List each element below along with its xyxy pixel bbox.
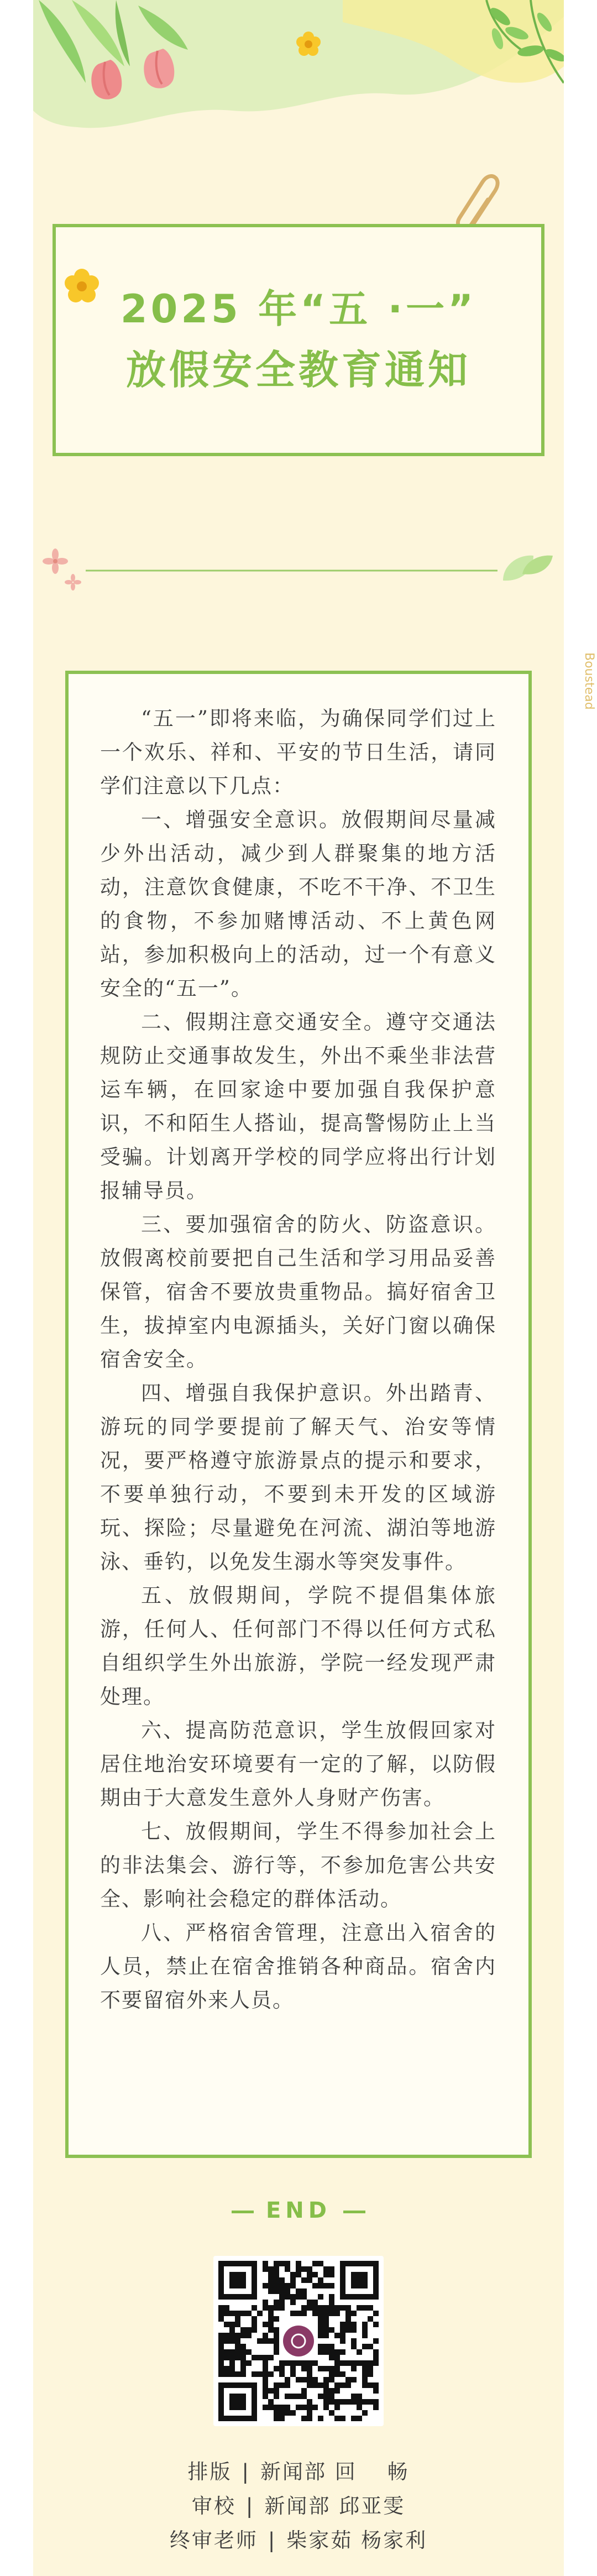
credit-row-layout: 排版 | 新闻部 回 畅 [187, 2460, 410, 2484]
credit-name: 新闻部 邱亚雯 [264, 2494, 406, 2518]
credits [0, 2455, 597, 2558]
credit-role: 审校 [191, 2494, 236, 2518]
item-7-paragraph: 七、放假期间，学生不得参加社会上的非法集会、游行等，不参加危害公共安全、影响社会稳定的群体活动。 [100, 1820, 496, 1911]
notice-card [65, 671, 532, 2158]
header-decoration [33, 0, 564, 144]
credit-role: 排版 [187, 2460, 232, 2484]
end-dash-left [232, 2211, 254, 2213]
qr-logo-icon [283, 2326, 314, 2356]
credit-name: 柴家茹 杨家利 [286, 2528, 428, 2552]
leaf-icon [503, 556, 553, 581]
item-4-paragraph: 四、增强自我保护意识。外出踏青、游玩的同学要提前了解天气、治安等情况，要严格遵守旅游景点的提示和要求，不要单独行动，不要到未开发的区域游玩、探险；尽量避免在河流、湖泊等地游泳、垂钓，以免发生溺水等突发事件。 [100, 1381, 496, 1574]
title-line-1: 2025 年“五 ·一” [120, 286, 477, 332]
item-3-paragraph: 三、要加强宿舍的防火、防盗意识。放假离校前要把自己生活和学习用品妥善保管，宿舍不要放贵重物品。搞好宿舍卫生，拔掉室内电源插头，关好门窗以确保宿舍安全。 [100, 1213, 496, 1371]
item-8-paragraph: 八、严格宿舍管理，注意出入宿舍的人员，禁止在宿舍推销各种商品。宿舍内不要留宿外来人员。 [100, 1921, 496, 2012]
credit-row-proofread: 审校 | 新闻部 邱亚雯 [191, 2494, 406, 2518]
end-dash-right [343, 2211, 365, 2213]
intro-paragraph: “五一”即将来临，为确保同学们过上一个欢乐、祥和、平安的节日生活，请同学们注意以下几点： [100, 707, 496, 798]
item-6-paragraph: 六、提高防范意识，学生放假回家对居住地治安环境要有一定的了解，以防假期由于大意发生意外人身财产伤害。 [100, 1718, 496, 1810]
item-5-paragraph: 五、放假期间，学院不提倡集体旅游，任何人、任何部门不得以任何方式私自组织学生外出旅游，学院一经发现严肃处理。 [100, 1584, 496, 1708]
watermark: Boustead [582, 652, 596, 710]
end-marker [0, 2198, 597, 2223]
title-card [53, 224, 544, 456]
qr-code[interactable] [213, 2256, 384, 2426]
title-line-2: 放假安全教育通知 [125, 347, 471, 393]
blossom-icon [65, 574, 81, 591]
credit-name: 新闻部 回 畅 [260, 2460, 410, 2484]
end-label: END [265, 2198, 331, 2223]
credit-row-final-review: 终审老师 | 柴家茹 杨家利 [169, 2528, 428, 2552]
notice-body [100, 702, 496, 2017]
qr-code-image [213, 2256, 384, 2426]
item-2-paragraph: 二、假期注意交通安全。遵守交通法规防止交通事故发生，外出不乘坐非法营运车辆，在回家途中要加强自我保护意识，不和陌生人搭讪，提高警惕防止上当受骗。计划离开学校的同学应将出行计划报辅导员。 [100, 1010, 496, 1203]
divider [33, 542, 564, 603]
credit-role: 终审老师 [169, 2528, 258, 2552]
blossom-icon [43, 548, 68, 574]
item-1-paragraph: 一、增强安全意识。放假期间尽量减少外出活动，减少到人群聚集的地方活动，注意饮食健康，不吃不干净、不卫生的食物，不参加赌博活动、不上黄色网站，参加积极向上的活动，过一个有意义安全的“五一”。 [100, 808, 496, 1000]
flower-icon [60, 264, 104, 309]
